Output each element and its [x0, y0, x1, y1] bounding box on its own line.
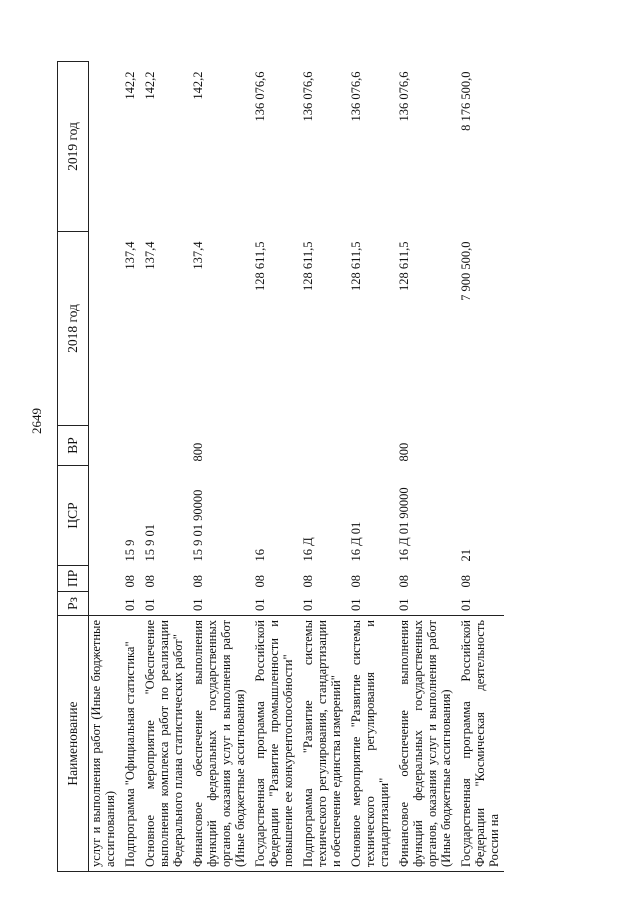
row-name: Основное мероприятие "Обеспечение выполнения комплекса работ по реализации Федерального плана статистических работ"	[140, 616, 188, 872]
row-vr	[120, 426, 140, 466]
row-name: Финансовое обеспечение выполнения функций федеральных государственных органов, оказания услуг и выполнения работ (Иные бюджетные ассигнования)	[394, 616, 456, 872]
row-vr	[140, 426, 188, 466]
row-pr: 08	[191, 575, 205, 588]
table-row	[394, 62, 456, 872]
rotated-table-wrap	[57, 62, 592, 872]
row-name: Подпрограмма "Официальная статистика"	[120, 616, 140, 872]
table-row	[89, 62, 121, 872]
page-number: 2649	[29, 408, 44, 434]
row-pr: 08	[349, 575, 363, 588]
row-rz: 01	[143, 598, 157, 611]
row-vr: 800	[397, 442, 411, 462]
table-row	[120, 62, 140, 872]
row-name: услуг и выполнения работ (Иные бюджетные ассигнования)	[89, 616, 121, 872]
header-2019: 2019 год	[58, 62, 89, 232]
row-csr: 15 9	[123, 539, 137, 562]
row-vr	[250, 426, 298, 466]
header-2018: 2018 год	[58, 232, 89, 426]
row-2019	[89, 62, 121, 232]
row-rz: 01	[397, 598, 411, 611]
row-2019: 8 176 500,0	[459, 71, 473, 131]
row-pr: 08	[459, 575, 473, 588]
row-csr	[89, 466, 121, 566]
budget-table	[57, 61, 504, 872]
table-row	[456, 62, 504, 872]
header-row	[58, 62, 89, 872]
row-name: Основное мероприятие "Развитие системы технического регулирования и стандартизации"	[346, 616, 394, 872]
row-2019: 136 076,6	[301, 71, 315, 122]
table-row	[140, 62, 188, 872]
row-pr	[89, 566, 121, 592]
row-2018	[89, 232, 121, 426]
row-pr: 08	[253, 575, 267, 588]
table-row	[298, 62, 346, 872]
row-pr: 08	[123, 575, 137, 588]
row-rz: 01	[123, 598, 137, 611]
header-csr: ЦСР	[58, 466, 89, 566]
row-2018: 7 900 500,0	[459, 241, 473, 301]
row-2018: 128 611,5	[349, 241, 363, 292]
row-2018: 128 611,5	[301, 241, 315, 292]
row-2019: 136 076,6	[397, 71, 411, 122]
row-name: Государственная программа Российской Федерации "Развитие промышленности и повышение ее конкурентоспособности"	[250, 616, 298, 872]
row-csr: 16 Д 01 90000	[397, 487, 411, 562]
row-vr	[456, 426, 504, 466]
row-2019: 136 076,6	[349, 71, 363, 122]
table-row	[346, 62, 394, 872]
row-2019: 142,2	[143, 71, 157, 100]
row-2018: 137,4	[143, 241, 157, 270]
row-name: Финансовое обеспечение выполнения функций федеральных государственных органов, оказания услуг и выполнения работ (Иные бюджетные ассигнования)	[188, 616, 250, 872]
row-csr: 16 Д	[301, 537, 315, 562]
row-pr: 08	[301, 575, 315, 588]
row-rz: 01	[253, 598, 267, 611]
row-csr: 15 9 01 90000	[191, 489, 205, 562]
row-vr	[89, 426, 121, 466]
row-vr: 800	[191, 442, 205, 462]
row-2019: 142,2	[191, 71, 205, 100]
row-csr: 16	[253, 549, 267, 562]
row-name: Государственная программа Российской Федерации "Космическая деятельность России на	[456, 616, 504, 872]
table-row	[188, 62, 250, 872]
row-rz: 01	[349, 598, 363, 611]
header-rz: Рз	[58, 592, 89, 616]
header-vr: ВР	[58, 426, 89, 466]
row-rz	[89, 592, 121, 616]
row-vr	[298, 426, 346, 466]
row-name: Подпрограмма "Развитие системы технического регулирования, стандартизации и обеспечение единства измерений"	[298, 616, 346, 872]
row-vr	[346, 426, 394, 466]
row-2018: 128 611,5	[253, 241, 267, 292]
row-rz: 01	[301, 598, 315, 611]
row-2019: 136 076,6	[253, 71, 267, 122]
row-2018: 137,4	[191, 241, 205, 270]
header-name: Наименование	[58, 616, 89, 872]
row-csr: 15 9 01	[143, 524, 157, 562]
row-2019: 142,2	[123, 71, 137, 100]
row-rz: 01	[191, 598, 205, 611]
row-csr: 16 Д 01	[349, 521, 363, 562]
row-pr: 08	[397, 575, 411, 588]
row-pr: 08	[143, 575, 157, 588]
header-pr: ПР	[58, 566, 89, 592]
row-rz: 01	[459, 598, 473, 611]
row-csr: 21	[459, 549, 473, 562]
row-2018: 137,4	[123, 241, 137, 270]
row-2018: 128 611,5	[397, 241, 411, 292]
table-row	[250, 62, 298, 872]
